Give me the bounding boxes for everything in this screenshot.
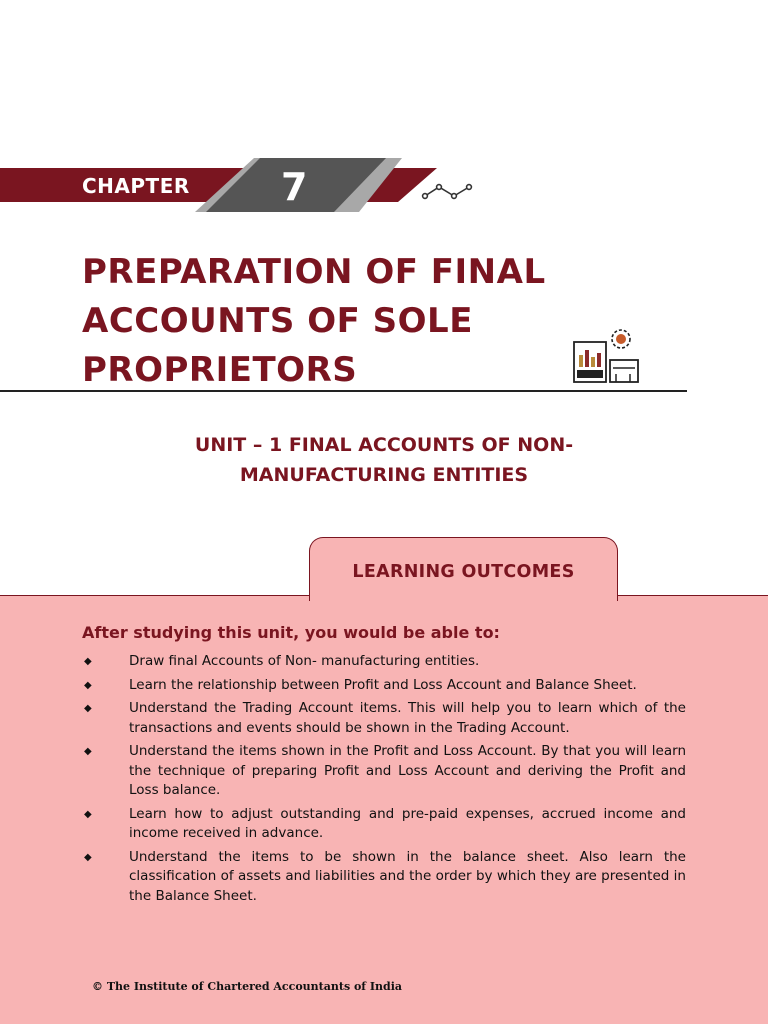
financial-documents-icon: [570, 326, 644, 386]
diamond-bullet-icon: ◆: [84, 808, 92, 820]
title-divider: [0, 390, 687, 392]
chapter-number: 7: [281, 165, 308, 209]
learning-outcomes-tab: [309, 537, 618, 601]
diamond-bullet-icon: ◆: [84, 656, 92, 667]
learning-outcomes-heading: LEARNING OUTCOMES: [352, 562, 575, 582]
diamond-bullet-icon: ◆: [84, 746, 92, 757]
list-item: [82, 652, 686, 672]
diamond-bullet-icon: ◆: [84, 679, 92, 691]
list-item-text: Learn how to adjust outstanding and pre-paid expenses, accrued income and income received in advance.: [129, 805, 686, 841]
diamond-bullet-icon: ◆: [84, 851, 92, 863]
list-item-text: Draw final Accounts of Non- manufacturing entities.: [129, 653, 480, 669]
list-item: [82, 676, 686, 696]
page-title: PREPARATION OF FINAL ACCOUNTS OF SOLE PROPRIETORS: [82, 252, 546, 390]
list-item-text: Understand the Trading Account items. This will help you to learn which of the transactions and events should be shown in the Trading Account.: [129, 700, 686, 736]
list-item-text: Learn the relationship between Profit and Loss Account and Balance Sheet.: [129, 676, 637, 693]
unit-title-line2: MANUFACTURING ENTITIES: [239, 464, 529, 486]
unit-title: [0, 430, 768, 490]
copyright-footer: © The Institute of Chartered Accountants of India: [92, 980, 403, 993]
list-item: [82, 699, 686, 738]
learning-outcomes-intro: After studying this unit, you would be able to:: [82, 623, 500, 642]
chapter-label: CHAPTER: [82, 174, 190, 198]
list-item: [82, 805, 686, 844]
diamond-bullet-icon: ◆: [84, 703, 92, 714]
chapter-banner: [0, 155, 480, 215]
list-item-text: Understand the items to be shown in the balance sheet. Also learn the classification of assets and liabilities and the order by which they are presented in the Balance Sheet.: [129, 848, 686, 904]
line-graph-icon: [423, 185, 472, 199]
learning-outcomes-list: [82, 652, 686, 910]
unit-title-line1: UNIT – 1 FINAL ACCOUNTS OF NON-: [194, 434, 574, 456]
list-item: [82, 848, 686, 907]
list-item: [82, 742, 686, 801]
list-item-text: Understand the items shown in the Profit and Loss Account. By that you will learn the technique of preparing Profit and Loss Account and deriving the Profit and Loss balance.: [129, 743, 686, 798]
